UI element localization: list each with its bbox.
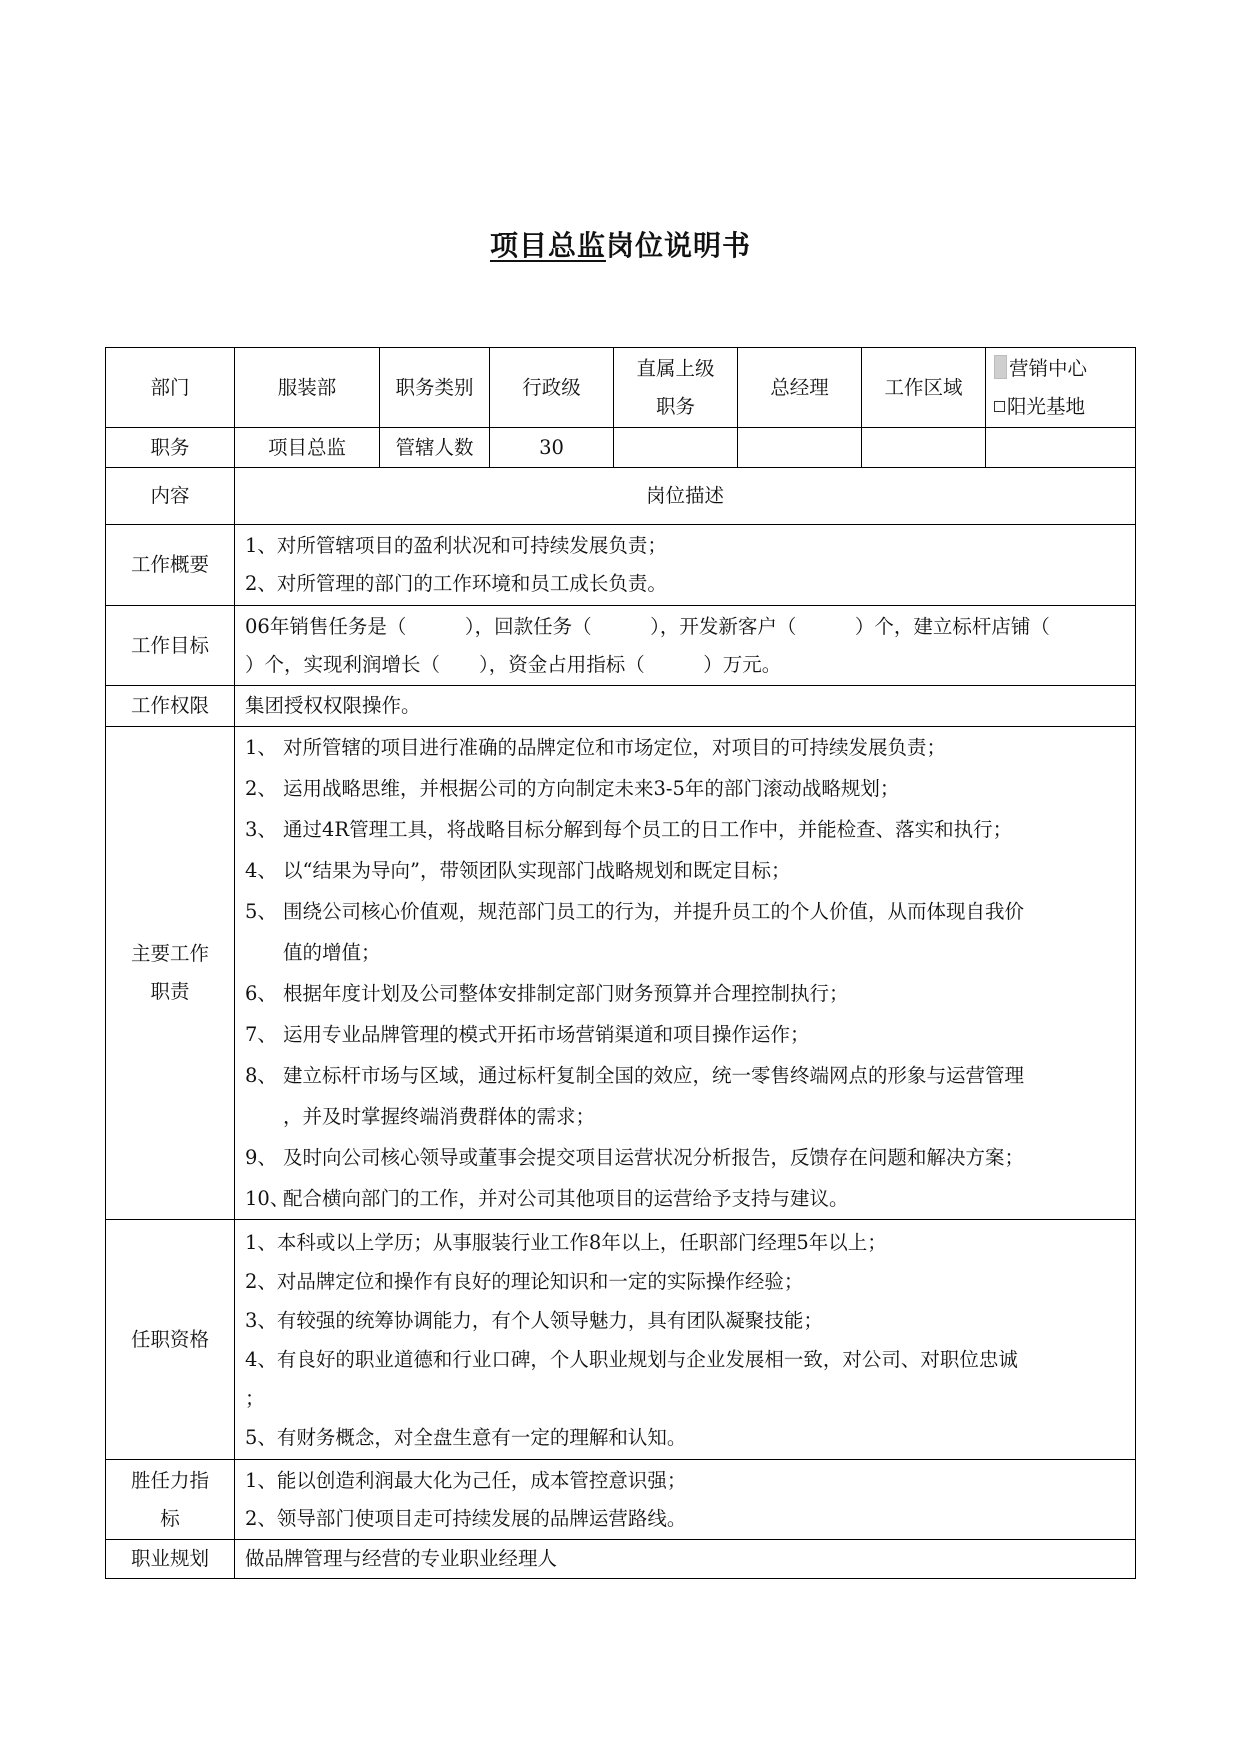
overview-label: 工作概要 (106, 525, 235, 606)
superior-label (614, 348, 738, 428)
competency-line: 2、领导部门使项目走可持续发展的品牌运营路线。 (245, 1506, 687, 1530)
career-label: 职业规划 (106, 1540, 235, 1579)
empty-cell (614, 428, 738, 468)
item-number: 6、 (245, 982, 277, 1005)
list-item (245, 1055, 1125, 1096)
item-text: 运用战略思维，并根据公司的方向制定未来3-5年的部门滚动战略规划； (283, 777, 900, 800)
empty-cell (986, 428, 1136, 468)
list-item (245, 768, 1125, 809)
qualification-line: 3、有较强的统筹协调能力，有个人领导魅力，具有团队凝聚技能； (245, 1308, 823, 1332)
competency-line: 1、能以创造利润最大化为己任，成本管控意识强； (245, 1468, 687, 1492)
headcount-label: 管辖人数 (380, 428, 490, 468)
qualification-line: 2、对品牌定位和操作有良好的理论知识和一定的实际操作经验； (245, 1269, 804, 1293)
item-number: 3、 (245, 818, 277, 841)
targets-label: 工作目标 (106, 606, 235, 686)
item-text: 根据年度计划及公司整体安排制定部门财务预算并合理控制执行； (283, 982, 849, 1005)
item-number: 10、 (245, 1187, 290, 1210)
job-description-table (105, 347, 1136, 1579)
page-title (0, 224, 1241, 264)
authority-label: 工作权限 (106, 686, 235, 727)
duties-content (235, 727, 1136, 1220)
empty-cell (862, 428, 986, 468)
item-continuation: 值的增值； (283, 941, 381, 964)
list-item (245, 1178, 1125, 1219)
competency-label-line: 胜任力指 (130, 1468, 209, 1492)
category-value: 行政级 (490, 348, 614, 428)
dept-label: 部门 (106, 348, 235, 428)
overview-content (235, 525, 1136, 606)
list-item (245, 727, 1125, 768)
qualifications-content (235, 1220, 1136, 1460)
item-text: 通过4R管理工具，将战略目标分解到每个员工的日工作中，并能检查、落实和执行； (283, 818, 1013, 841)
area-option (994, 388, 1125, 426)
item-text: 运用专业品牌管理的模式开拓市场营销渠道和项目操作运作； (283, 1023, 810, 1046)
table-row (106, 1460, 1136, 1540)
superior-label-line: 直属上级 (636, 356, 715, 380)
competency-label-line: 标 (160, 1506, 180, 1530)
area-option (994, 350, 1125, 388)
area-option-label: 营销中心 (1009, 356, 1088, 380)
table-row (106, 468, 1136, 525)
superior-value: 总经理 (738, 348, 862, 428)
item-text: 建立标杆市场与区域，通过标杆复制全国的效应，统一零售终端网点的形象与运营管理 (283, 1064, 1025, 1087)
item-continuation: ，并及时掌握终端消费群体的需求； (283, 1105, 596, 1128)
item-number: 2、 (245, 777, 277, 800)
duties-label (106, 727, 235, 1220)
item-text: 配合横向部门的工作，并对公司其他项目的运营给予支持与建议。 (283, 1187, 849, 1210)
table-row (106, 727, 1136, 1220)
targets-content (235, 606, 1136, 686)
list-item (245, 973, 1125, 1014)
item-number: 1、 (245, 736, 277, 759)
competency-label (106, 1460, 235, 1540)
career-text: 做品牌管理与经营的专业职业经理人 (235, 1540, 1136, 1579)
targets-line: 06年销售任务是（ ），回款任务（ ），开发新客户（ ）个，建立标杆店铺（ (245, 614, 1050, 638)
qualification-line: 1、本科或以上学历；从事服装行业工作8年以上，任职部门经理5年以上； (245, 1230, 887, 1254)
table-row (106, 348, 1136, 428)
superior-label-line: 职务 (655, 394, 695, 418)
area-option-label: 阳光基地 (1007, 394, 1086, 418)
headcount-value: 30 (490, 428, 614, 468)
content-label: 内容 (106, 468, 235, 525)
dept-value: 服装部 (235, 348, 380, 428)
category-label: 职务类别 (380, 348, 490, 428)
checkbox-icon (994, 401, 1005, 412)
item-text: 对所管辖的项目进行准确的品牌定位和市场定位，对项目的可持续发展负责； (283, 736, 947, 759)
position-value: 项目总监 (235, 428, 380, 468)
table-row (106, 525, 1136, 606)
area-options (986, 348, 1136, 428)
position-label: 职务 (106, 428, 235, 468)
qualification-line: ； (245, 1386, 265, 1410)
competency-content (235, 1460, 1136, 1540)
item-number: 5、 (245, 900, 277, 923)
list-item (245, 850, 1125, 891)
table-row (106, 428, 1136, 468)
list-item (245, 809, 1125, 850)
title-rest: 岗位说明书 (606, 229, 752, 262)
item-text: 围绕公司核心价值观，规范部门员工的行为，并提升员工的个人价值，从而体现自我价 (283, 900, 1025, 923)
table-row (106, 1220, 1136, 1460)
table-row (106, 606, 1136, 686)
title-underlined: 项目总监 (489, 229, 606, 262)
item-text: 以“结果为导向”，带领团队实现部门战略规划和既定目标； (283, 859, 791, 882)
qualification-line: 4、有良好的职业道德和行业口碑，个人职业规划与企业发展相一致，对公司、对职位忠诚 (245, 1347, 1018, 1371)
content-header: 岗位描述 (235, 468, 1136, 525)
duties-label-line: 主要工作 (130, 942, 209, 965)
table-row (106, 686, 1136, 727)
list-item (245, 891, 1125, 932)
qualifications-label: 任职资格 (106, 1220, 235, 1460)
overview-line: 1、对所管辖项目的盈利状况和可持续发展负责； (245, 534, 667, 557)
duties-label-line: 职责 (150, 980, 190, 1003)
table-row (106, 1540, 1136, 1579)
area-label: 工作区域 (862, 348, 986, 428)
item-number: 8、 (245, 1064, 277, 1087)
item-number: 4、 (245, 859, 277, 882)
qualification-line: 5、有财务概念，对全盘生意有一定的理解和认知。 (245, 1425, 687, 1449)
item-number: 7、 (245, 1023, 277, 1046)
empty-cell (738, 428, 862, 468)
checkbox-icon (994, 355, 1007, 379)
item-number: 9、 (245, 1146, 277, 1169)
item-text: 及时向公司核心领导或董事会提交项目运营状况分析报告，反馈存在问题和解决方案； (283, 1146, 1025, 1169)
list-item (245, 1014, 1125, 1055)
overview-line: 2、对所管理的部门的工作环境和员工成长负责。 (245, 572, 667, 595)
targets-line: ）个，实现利润增长（ ），资金占用指标（ ）万元。 (245, 652, 782, 676)
list-item (245, 1137, 1125, 1178)
authority-text: 集团授权权限操作。 (235, 686, 1136, 727)
